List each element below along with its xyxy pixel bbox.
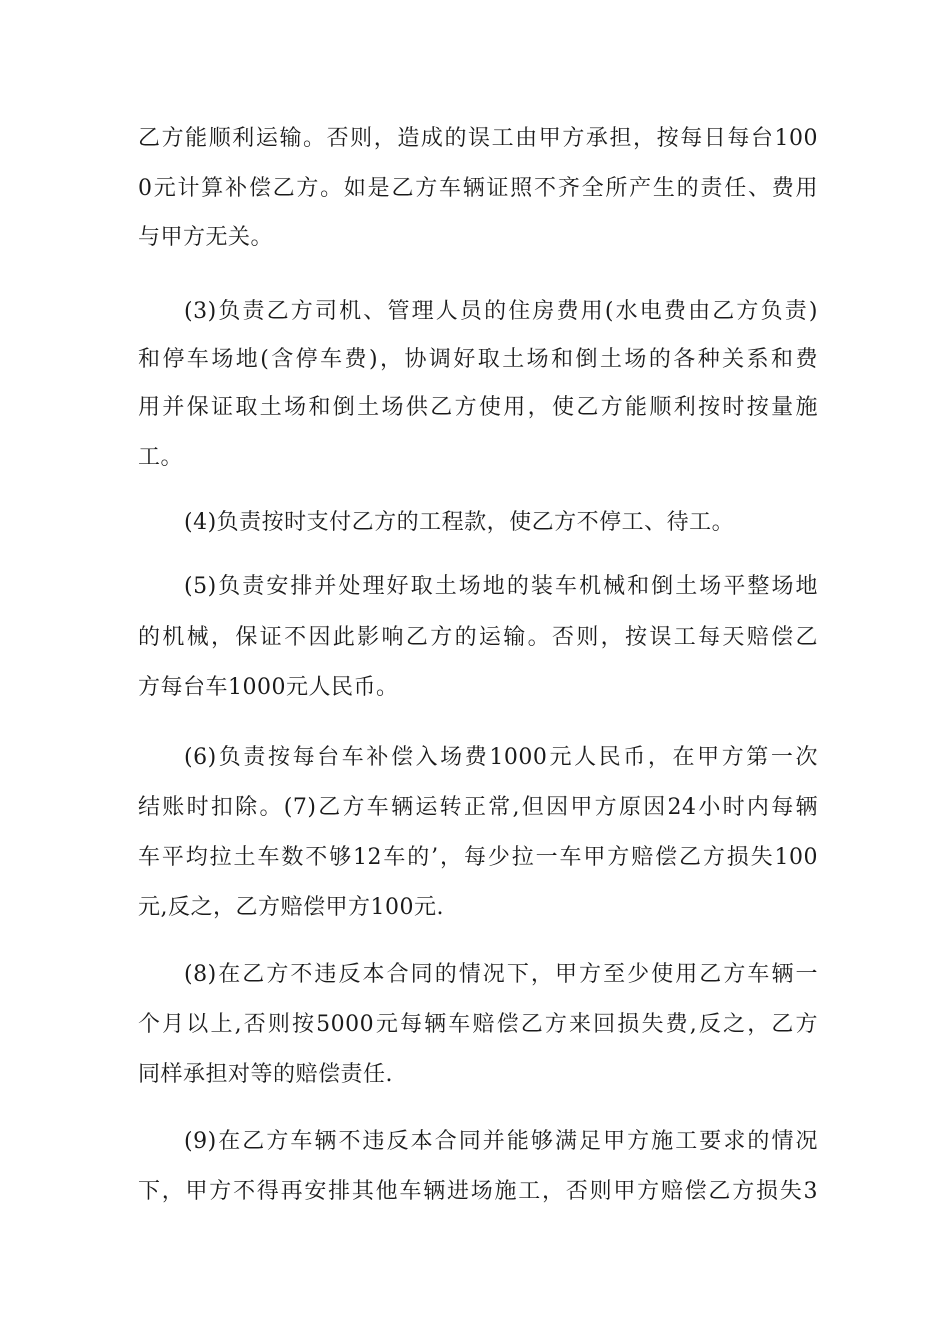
text-line: (8)在乙方不违反本合同的情况下，甲方至少使用乙方车辆一	[184, 962, 818, 987]
text-line: (9)在乙方车辆不违反本合同并能够满足甲方施工要求的情况	[184, 1129, 818, 1154]
text-line: 与甲方无关。	[138, 225, 274, 250]
text-line: 结账时扣除。(7)乙方车辆运转正常,但因甲方原因24小时内每辆	[138, 795, 818, 820]
text-line: 方每台车1000元人民币。	[138, 675, 399, 700]
text-line: (6)负责按每台车补偿入场费1000元人民币，在甲方第一次	[184, 745, 818, 770]
text-line: 下，甲方不得再安排其他车辆进场施工，否则甲方赔偿乙方损失3	[138, 1179, 818, 1204]
text-line: 0元计算补偿乙方。如是乙方车辆证照不齐全所产生的责任、费用	[138, 176, 818, 201]
text-line: 车平均拉土车数不够12车的’，每少拉一车甲方赔偿乙方损失100	[138, 845, 818, 870]
text-line: 和停车场地(含停车费)，协调好取土场和倒土场的各种关系和费	[138, 347, 818, 372]
text-line: 个月以上,否则按5000元每辆车赔偿乙方来回损失费,反之，乙方	[138, 1012, 818, 1037]
text-line: 元,反之，乙方赔偿甲方100元.	[138, 895, 444, 920]
text-line: (5)负责安排并处理好取土场地的装车机械和倒土场平整场地	[184, 574, 818, 599]
text-line: 乙方能顺利运输。否则，造成的误工由甲方承担，按每日每台100	[138, 126, 818, 151]
text-line: 的机械，保证不因此影响乙方的运输。否则，按误工每天赔偿乙	[138, 625, 818, 650]
text-line: 用并保证取土场和倒土场供乙方使用，使乙方能顺利按时按量施	[138, 395, 818, 420]
text-line: (4)负责按时支付乙方的工程款，使乙方不停工、待工。	[184, 510, 735, 535]
text-line: (3)负责乙方司机、管理人员的住房费用(水电费由乙方负责)	[184, 299, 818, 324]
text-line: 工。	[138, 445, 184, 470]
text-line: 同样承担对等的赔偿责任.	[138, 1062, 393, 1087]
